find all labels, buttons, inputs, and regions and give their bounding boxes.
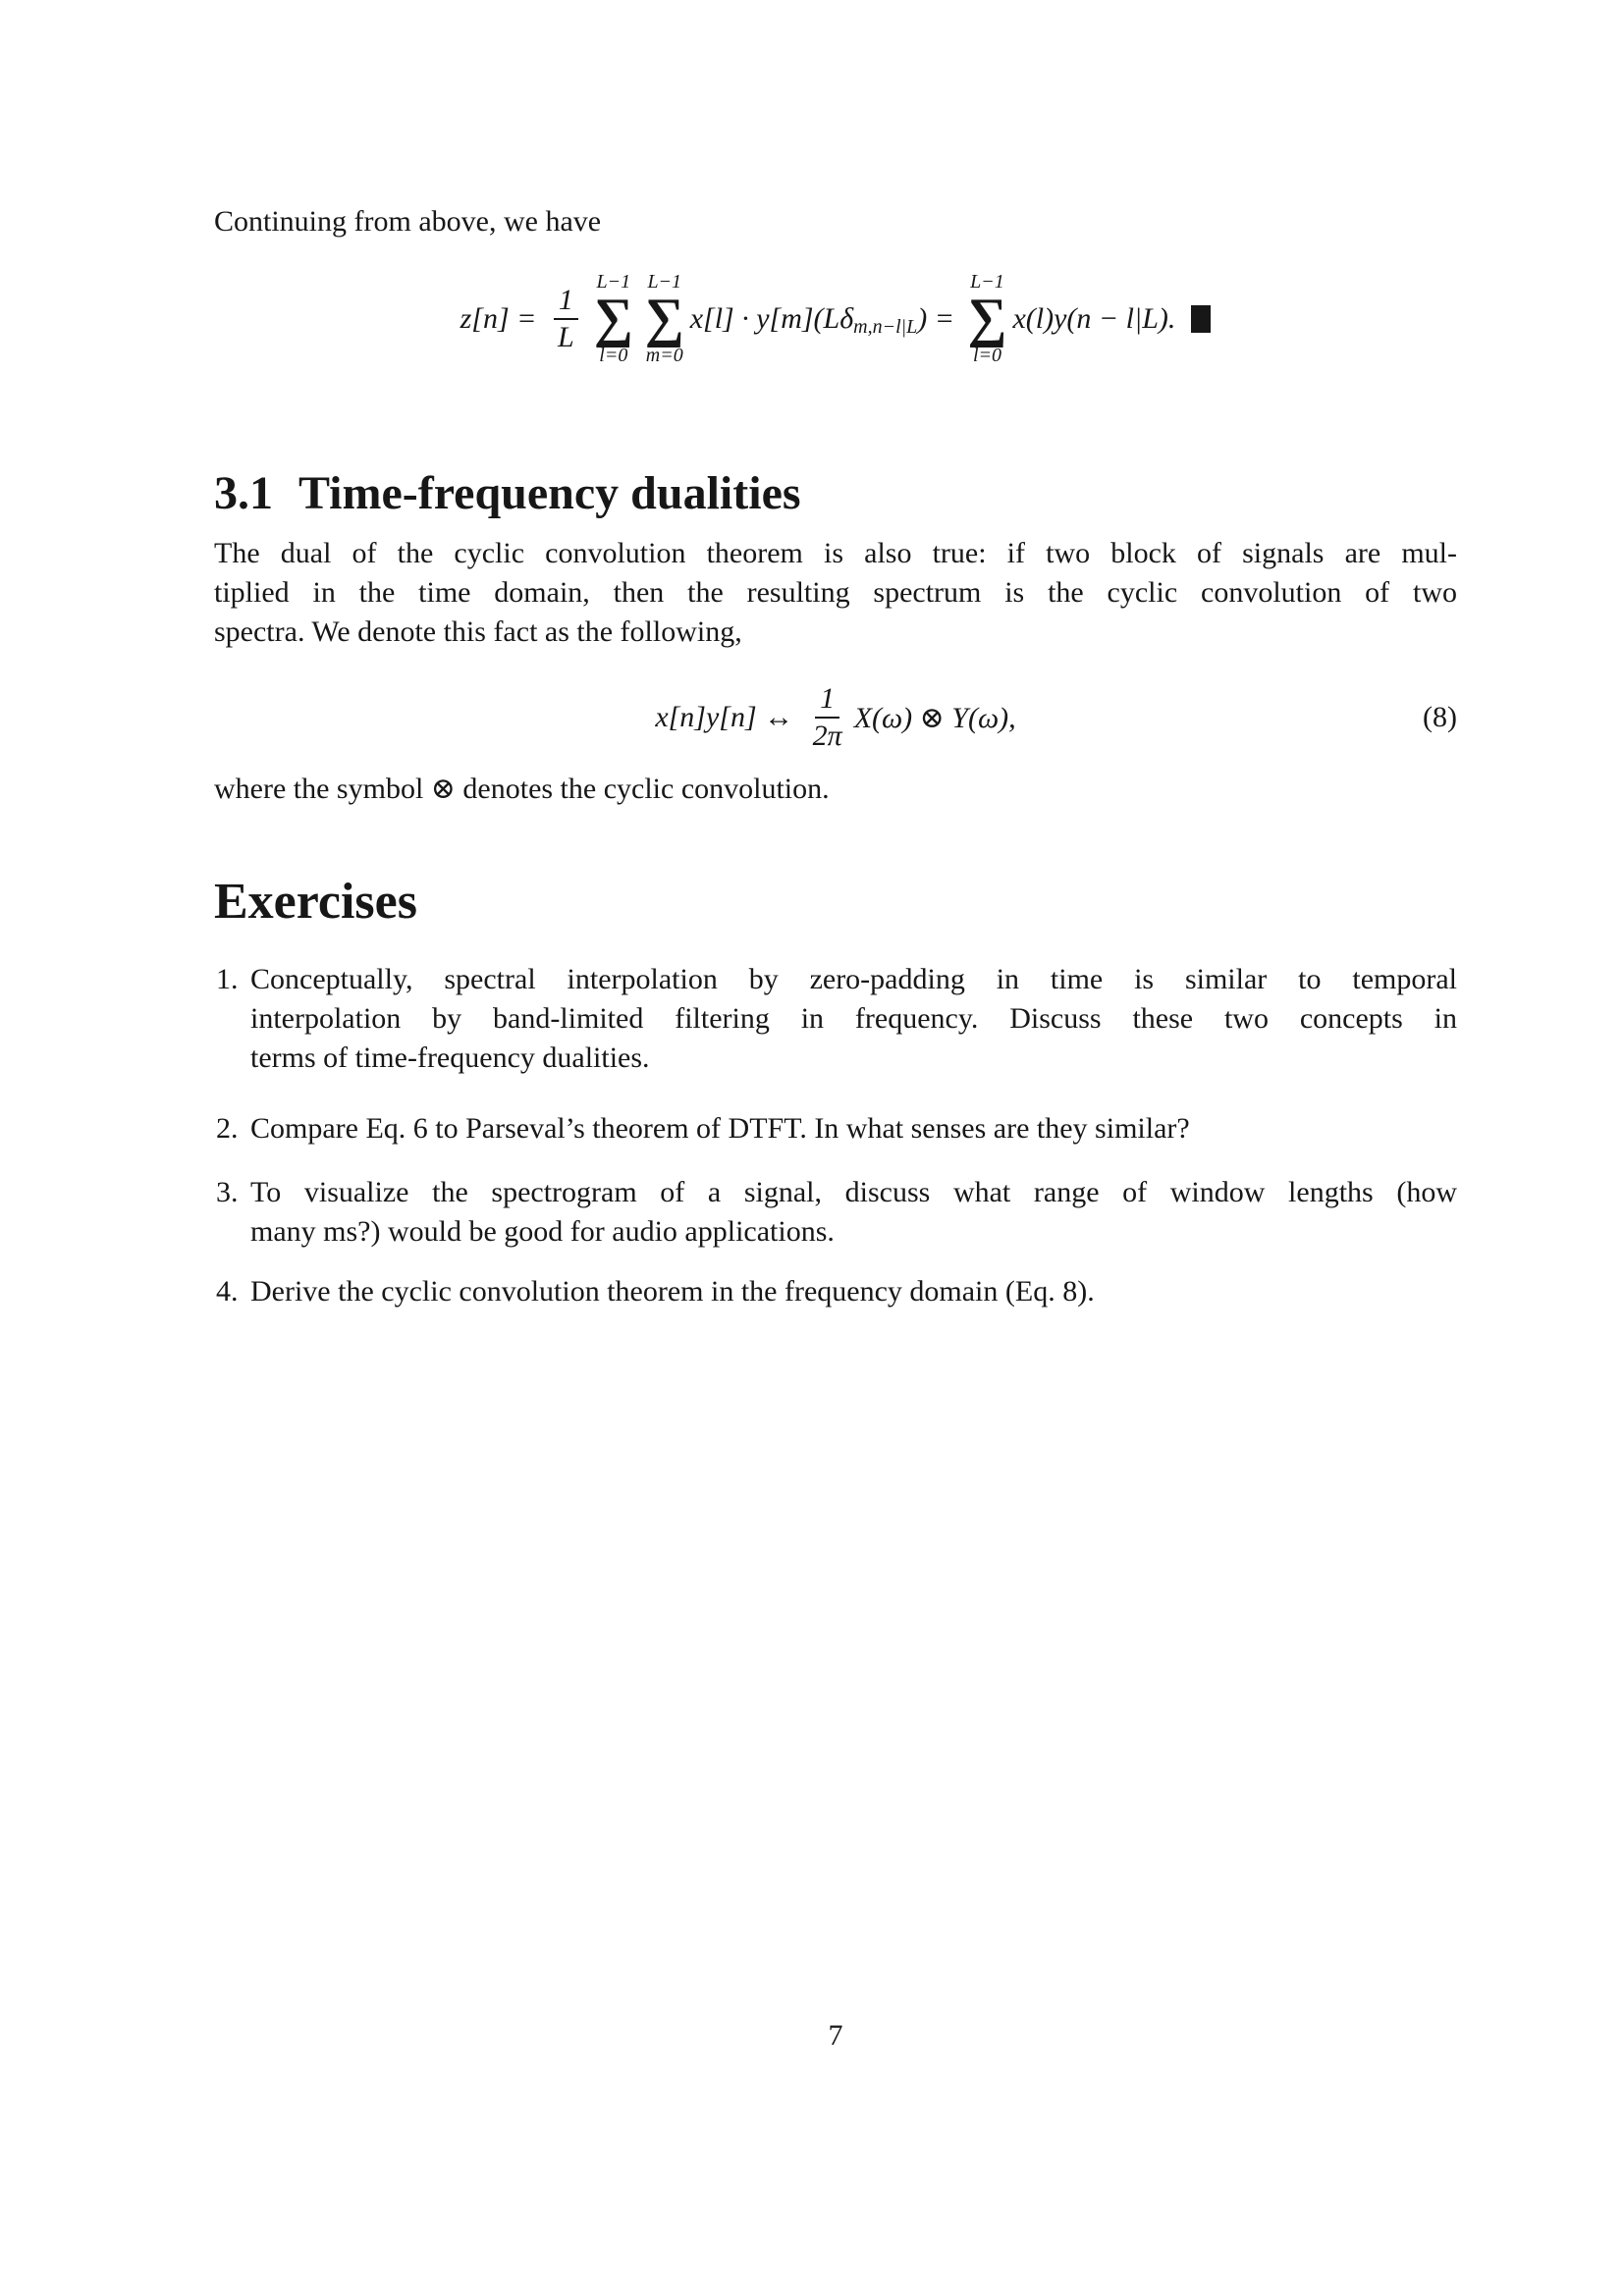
summation-lower-limit: l=0: [599, 344, 628, 366]
intro-line: Continuing from above, we have: [214, 205, 602, 238]
eq8-rhs: X(ω) ⊗ Y(ω),: [853, 701, 1016, 734]
summation-2: [645, 271, 684, 367]
display-equation-8: [214, 673, 1457, 762]
intro-paragraph: [214, 202, 1457, 241]
item-text: [250, 1109, 1457, 1148]
body-paragraph: [214, 534, 1457, 652]
exercises-heading: Exercises: [214, 874, 417, 930]
delta-subscript: m,n−l|L: [853, 316, 918, 339]
page-number: 7: [828, 2019, 843, 2052]
paragraph-line: The dual of the cyclic convolution theorem is also true: if two block of signals are mul-: [214, 537, 1457, 569]
item-label: 2.: [216, 1112, 239, 1145]
qed-square: [1191, 305, 1211, 333]
item-label: 4.: [216, 1275, 239, 1308]
paragraph-line: tiplied in the time domain, then the resulting spectrum is the cyclic convolution of two: [214, 576, 1457, 609]
eq1-rhs: x(l)y(n − l|L).: [1012, 301, 1176, 335]
exercise-item-3: [214, 1173, 1457, 1252]
exercise-item-2: [214, 1109, 1457, 1148]
item-line: interpolation by band-limited filtering in frequency. Discuss these two concepts in: [250, 1002, 1457, 1035]
item-line: terms of time-frequency dualities.: [250, 1041, 650, 1074]
eq1-lhs: z[n] =: [460, 301, 544, 335]
item-text: [250, 1173, 1457, 1252]
summation-lower-limit: m=0: [645, 344, 683, 366]
equation-8-body: [655, 681, 1015, 754]
sigma-glyph: ∑: [967, 288, 1007, 349]
exercise-item-4: [214, 1272, 1457, 1311]
summation-upper-limit: L−1: [970, 271, 1004, 294]
item-line: Conceptually, spectral interpolation by zero-padding in time is similar to temporal: [250, 963, 1457, 995]
summation-upper-limit: L−1: [647, 271, 682, 294]
eq1-middle-term: x[l] · y[m](Lδ: [689, 301, 854, 335]
item-label: 1.: [216, 963, 239, 995]
item-line: To visualize the spectrogram of a signal, discuss what range of window lengths (how: [250, 1176, 1457, 1208]
item-label: 3.: [216, 1176, 239, 1208]
item-line: Compare Eq. 6 to Parseval’s theorem of DTFT. In what senses are they similar?: [250, 1112, 1190, 1145]
item-text: [250, 1272, 1457, 1311]
exercise-item-1: [214, 960, 1457, 1078]
post-equation-paragraph: [214, 770, 1457, 809]
fraction-denominator: 2π: [812, 720, 842, 752]
item-line: Derive the cyclic convolution theorem in the frequency domain (Eq. 8).: [250, 1275, 1095, 1308]
subsection-number: 3.1: [214, 467, 273, 519]
equation-1-body: [460, 271, 1212, 367]
summation-upper-limit: L−1: [596, 271, 631, 294]
sigma-glyph: ∑: [593, 288, 633, 349]
eq1-middle-close: ) =: [917, 301, 962, 335]
fraction-1-over-2pi: [811, 681, 844, 754]
summation-3: [968, 271, 1007, 367]
fraction-numerator: 1: [554, 283, 578, 320]
fraction-1-over-L: [554, 283, 578, 355]
equation-8-number: (8): [1423, 701, 1457, 733]
paragraph-line: spectra. We denote this fact as the following,: [214, 615, 742, 648]
post-equation-line: where the symbol ⊗ denotes the cyclic convolution.: [214, 773, 830, 805]
sigma-glyph: ∑: [644, 288, 684, 349]
fraction-numerator: 1: [815, 681, 839, 719]
summation-1: [594, 271, 633, 367]
fraction-denominator: L: [558, 320, 574, 353]
eq8-lhs: x[n]y[n] ↔: [655, 701, 801, 733]
subsection-heading: [214, 469, 1457, 518]
item-text: [250, 960, 1457, 1078]
summation-lower-limit: l=0: [972, 344, 1002, 366]
display-equation-1: [214, 260, 1457, 378]
subsection-title: Time-frequency dualities: [298, 467, 801, 519]
item-line: many ms?) would be good for audio applications.: [250, 1215, 835, 1248]
text-column: [214, 0, 1457, 2296]
